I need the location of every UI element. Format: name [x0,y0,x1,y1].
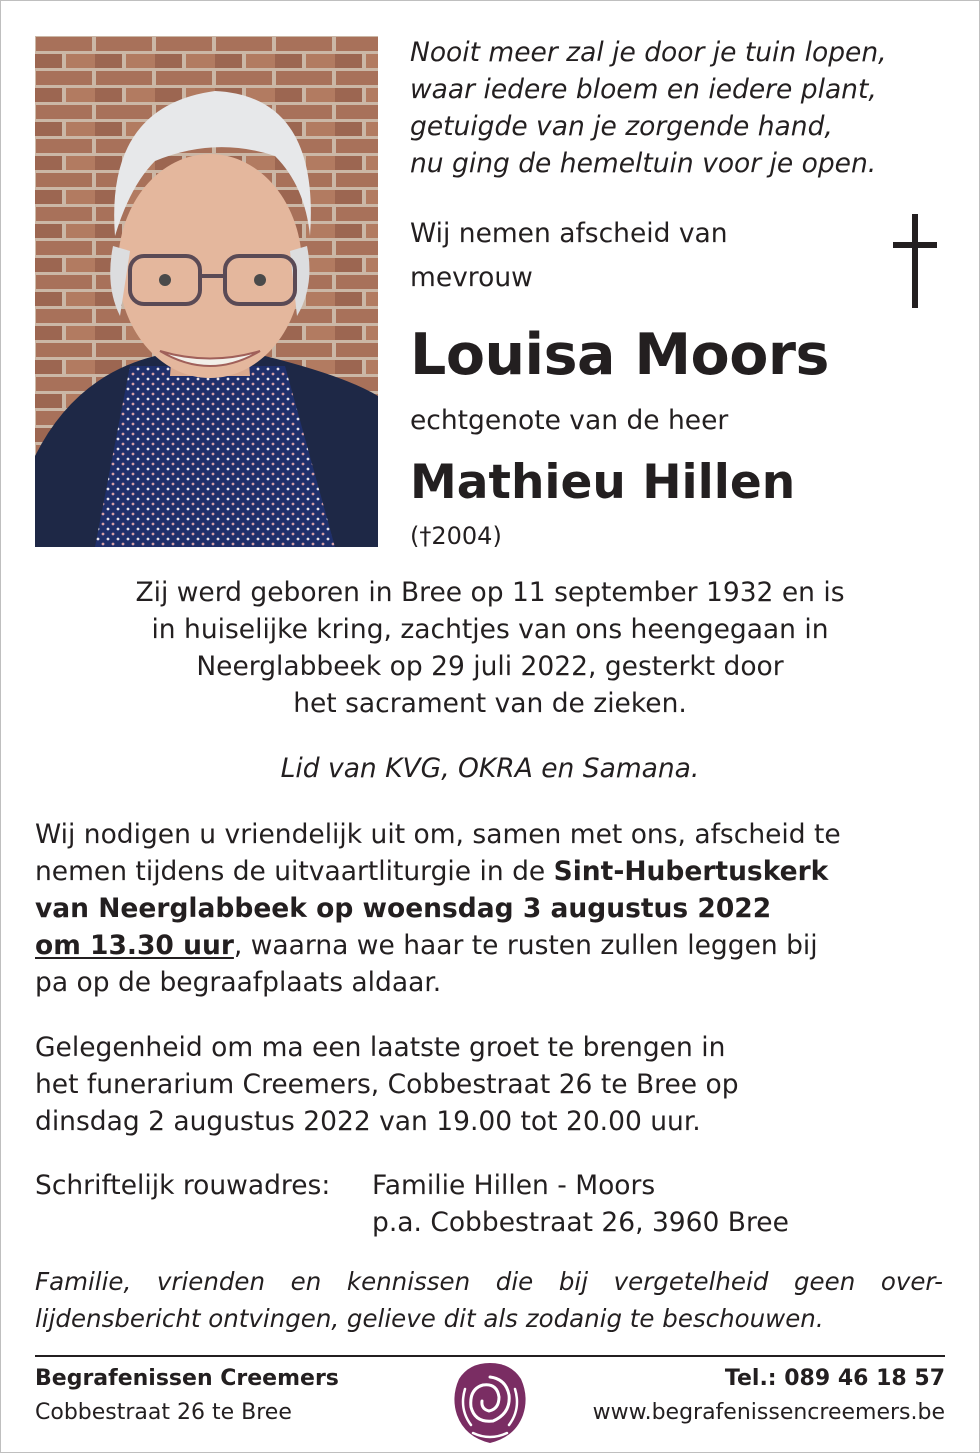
paragraph-line: Neerglabbeek op 29 juli 2022, gesterkt door [196,651,784,682]
paragraph-line: het funerarium Creemers, Cobbestraat 26 te Bree op [35,1069,739,1100]
address-street: p.a. Cobbestraat 26, 3960 Bree [372,1207,789,1238]
paragraph-line: dinsdag 2 augustus 2022 van 19.00 tot 20.00 uur. [35,1106,701,1137]
company-name: Begrafenissen Creemers [35,1366,339,1391]
visitation-paragraph [35,1029,955,1140]
birth-paragraph [0,574,980,722]
paragraph-line: Wij nodigen u vriendelijk uit om, samen met ons, afscheid te [35,819,841,850]
funeral-date: van Neerglabbeek op woensdag 3 augustus 2022 [35,893,772,924]
mourning-address [35,1167,955,1241]
deceased-name: Louisa Moors [410,322,829,388]
notice-line: lijdensbericht ontvingen, gelieve dit als zodanig te beschouwen. [35,1304,824,1333]
spouse-death-year: (†2004) [410,522,502,550]
address-label: Schriftelijk rouwadres: [35,1170,331,1201]
poem-line: getuigde van je zorgende hand, [410,111,833,142]
footer-divider [35,1355,945,1357]
address-line [35,1204,955,1241]
poem-line: nu ging de hemeltuin voor je open. [410,148,877,179]
paragraph-line [35,927,955,964]
salutation: mevrouw [410,262,533,293]
address-line [35,1167,955,1204]
paragraph-line [35,853,955,890]
funeral-text: , waarna we haar te rusten zullen leggen bij [233,930,818,961]
church-name: Sint-Hubertuskerk [553,856,829,887]
paragraph-line: Zij werd geboren in Bree op 11 september 1932 en is [135,577,845,608]
membership [0,750,980,787]
rose-logo [451,1359,529,1447]
membership-text: Lid van KVG, OKRA en Samana. [280,753,700,784]
company-website[interactable]: www.begrafenissencreemers.be [592,1400,945,1425]
notice-paragraph [35,1263,943,1337]
spouse-name: Mathieu Hillen [410,455,796,510]
funeral-text: nemen tijdens de uitvaartliturgie in de [35,856,554,887]
poem-line: waar iedere bloem en iedere plant, [410,74,877,105]
funeral-time: om 13.30 uur [35,930,234,961]
company-phone: Tel.: 089 46 18 57 [724,1366,945,1391]
paragraph-line: Gelegenheid om ma een laatste groet te brengen in [35,1032,726,1063]
cross-icon [890,212,940,312]
farewell-intro: Wij nemen afscheid van [410,218,728,249]
poem [410,34,950,182]
poem-line: Nooit meer zal je door je tuin lopen, [410,37,887,68]
paragraph-line: het sacrament van de zieken. [293,688,687,719]
notice-line: Familie, vrienden en kennissen die bij vergetelheid geen over- [35,1267,943,1296]
portrait-photo [35,36,378,547]
paragraph-line: in huiselijke kring, zachtjes van ons heengegaan in [151,614,829,645]
paragraph-line: pa op de begraafplaats aldaar. [35,967,442,998]
spouse-intro: echtgenote van de heer [410,405,729,436]
funeral-paragraph [35,816,955,1001]
address-name: Familie Hillen - Moors [372,1170,656,1201]
company-address: Cobbestraat 26 te Bree [35,1400,292,1425]
